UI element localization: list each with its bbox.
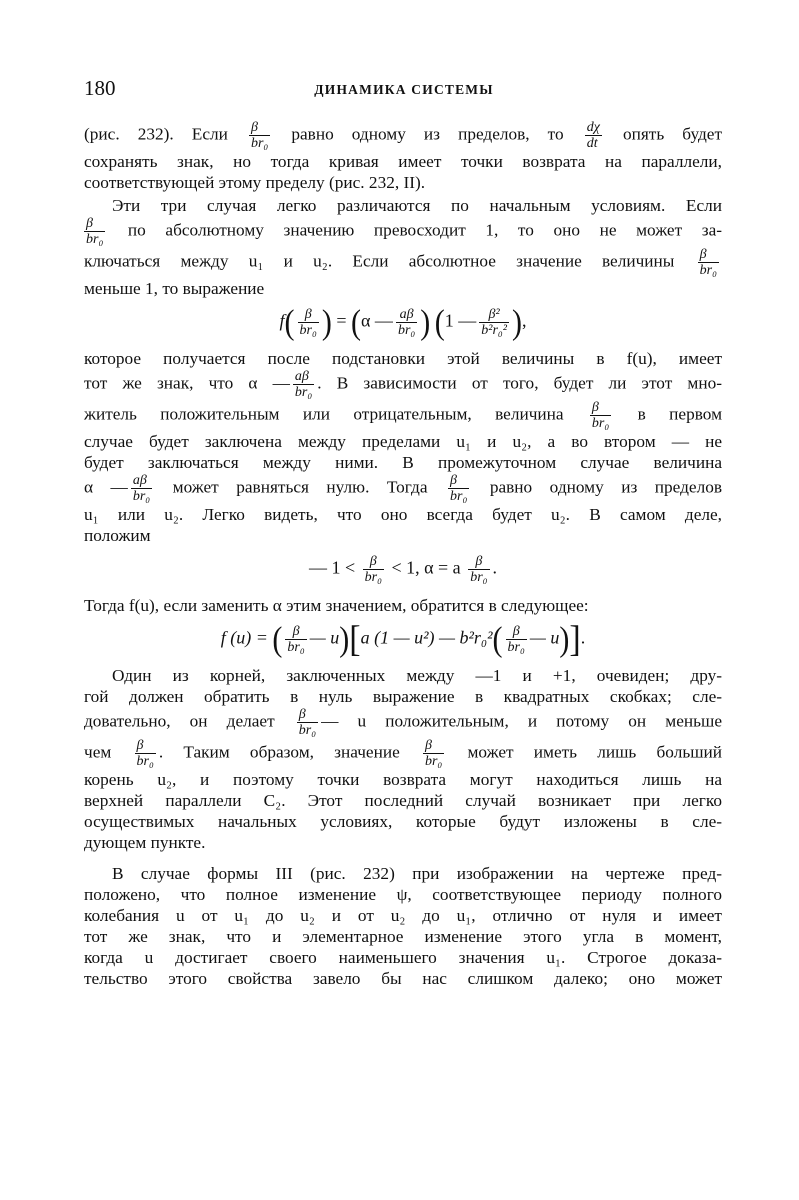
formula-punct: . (492, 557, 498, 578)
text-line: сохранять знак, но тогда кривая имеет точки возврата на параллели, (84, 152, 722, 171)
text-span: житель положительным или отрицательным, величина (84, 404, 564, 424)
text-line: гой должен обратить в нуль выражение в квадратных скобках; сле- (84, 687, 722, 706)
formula-term: — u (529, 627, 560, 648)
text-line: Один из корней, заключенных между —1 и +1, очевиден; дру- (112, 666, 722, 685)
text-line: дующем пункте. (84, 833, 206, 852)
text-line (84, 369, 722, 400)
text-line (84, 473, 722, 504)
text-line: меньше 1, то выражение (84, 279, 265, 298)
paragraph (84, 595, 722, 616)
text-span: α — (84, 477, 128, 497)
text-line (84, 247, 722, 278)
text-line: случае будет заключена между пределами u₁ и u₂, а во втором — не (84, 432, 722, 451)
fraction-beta-over-br0: $\frac{\beta}{\text{br₀}}$ (507, 624, 525, 655)
text-span: ключаться между u₁ и u₂. Если абсолютное значение величины (84, 251, 675, 271)
text-line: когда u достигает своего наименьшего значения u₁. Строгое доказа- (84, 948, 722, 967)
text-line: будет заключаться между ними. В промежуточном случае величина (84, 453, 722, 472)
text-span: равно одному из пределов (489, 477, 723, 497)
text-span: довательно, он делает (84, 711, 275, 731)
formula-f-u: f (u) = ( $\frac{\beta}{\text{br₀}}$ — u)[a (1 — u²) — b²r₀²( $\frac{\beta}{\text{br₀}}$ — u)]. (220, 618, 586, 660)
text-span: в первом (637, 404, 722, 424)
fraction-beta2-over-b2r02: $\frac{\text{β²}}{\text{b²r₀²}}$ (481, 307, 507, 338)
fraction-beta-over-br0: $\frac{\beta}{\text{br₀}}$ (424, 738, 443, 769)
text-line: соответствующей этому пределу (рис. 232, II). (84, 173, 426, 192)
text-span: чем (84, 742, 112, 762)
fraction-dchi-over-dt: $\frac{d\chi}{dt}$ (586, 120, 600, 151)
fraction-beta-over-br0: $\frac{\beta}{\text{br₀}}$ (364, 554, 382, 585)
text-span: — u положительным, и потому он меньше (321, 711, 722, 731)
fraction-abeta-over-br0: $\frac{a\beta}{\text{br₀}}$ (132, 473, 151, 504)
text-line: колебания u от u₁ до u₂ и от u₂ до u₁, отлично от нуля и имеет (84, 906, 722, 925)
fraction-abeta-over-br0: $\frac{a\beta}{\text{br₀}}$ (397, 307, 416, 338)
fraction-beta-over-br0: $\frac{\beta}{\text{br₀}}$ (136, 738, 154, 769)
fraction-abeta-over-br0: $\frac{a\beta}{\text{br₀}}$ (294, 369, 313, 400)
formula-term: 1 — (444, 310, 477, 331)
paragraph (84, 195, 722, 299)
text-span: . В зависимости от того, будет ли этот мно- (317, 373, 722, 393)
page-header (84, 76, 724, 106)
formula-term: α — (361, 310, 393, 331)
text-line: которое получается после подстановки этой величины в f(u), имеет (84, 349, 722, 368)
fraction-beta-over-br0: $\frac{\beta}{\text{br₀}}$ (287, 624, 305, 655)
text-span: равно одному из пределов, то (291, 124, 564, 144)
text-line (84, 120, 722, 151)
fraction-beta-over-br0: $\frac{\beta}{\text{br₀}}$ (298, 707, 317, 738)
text-span: может равняться нулю. Тогда (172, 477, 428, 497)
text-line: В случае формы III (рис. 232) при изображении на чертеже пред- (112, 864, 722, 883)
running-title: ДИНАМИКА СИСТЕМЫ (314, 82, 494, 97)
formula-term: f (u) = (220, 627, 268, 648)
paragraph (84, 348, 722, 546)
page-number: 180 (84, 76, 116, 100)
fraction-beta-over-br0: $\frac{\beta}{\text{br₀}}$ (299, 307, 317, 338)
formula-term: — 1 < (308, 557, 356, 578)
formula-punct: , (521, 310, 527, 331)
text-line: u₁ или u₂. Легко видеть, что оно всегда будет u₂. В самом деле, (84, 505, 722, 524)
text-span: опять будет (622, 124, 723, 144)
formula-term: < 1, α = a (391, 557, 461, 578)
text-line: Эти три случая легко различаются по начальным условиям. Если (112, 196, 722, 215)
text-line (84, 707, 722, 738)
text-span: может иметь лишь больший (467, 742, 723, 762)
text-span: по абсолютному значению превосходит 1, то оно не может за- (127, 220, 722, 240)
text-line: верхней параллели C₂. Этот последний случай возникает при легко (84, 791, 722, 810)
paragraph (84, 665, 722, 853)
text-line: осуществимых начальных условиях, которые будут изложены в сле- (84, 812, 722, 831)
text-span: (рис. 232). Если (84, 124, 228, 144)
text-line (84, 738, 722, 769)
fraction-beta-over-br0: $\frac{\beta}{\text{br₀}}$ (699, 247, 717, 278)
paragraph (84, 120, 722, 193)
text-line (84, 216, 722, 247)
text-line (84, 400, 722, 431)
fraction-beta-over-br0: $\frac{\beta}{\text{br₀}}$ (250, 120, 269, 151)
text-span: . Таким образом, значение (158, 742, 400, 762)
paragraph (84, 863, 722, 989)
equals-sign: = (336, 310, 347, 331)
fraction-beta-over-br0: $\frac{\beta}{\text{br₀}}$ (591, 400, 610, 431)
formula-term: a (1 — u²) — b²r₀² (360, 627, 493, 648)
text-line: тот же знак, что и элементарное изменение этого угла в момент, (84, 927, 722, 946)
formula-symbol: f (279, 310, 285, 331)
text-line: корень u₂, и поэтому точки возврата могут находиться лишь на (84, 770, 722, 789)
text-span: тот же знак, что α — (84, 373, 290, 393)
page-body (84, 120, 722, 989)
fraction-beta-over-br0: $\frac{\beta}{\text{br₀}}$ (450, 473, 468, 504)
text-line: тельство этого свойства завело бы нас слишком далеко; оно может (84, 969, 722, 988)
formula-inequality (84, 554, 722, 585)
formula-f-beta: f( $\frac{\beta}{\text{br₀}}$ ) = (α — $\frac{a\beta}{\text{br₀}}$ ) (1 — $\frac{\text{β²}}{\text{b²r₀²}}$ ), (279, 302, 527, 341)
text-line: Тогда f(u), если заменить α этим значением, обратится в следующее: (84, 596, 589, 615)
fraction-beta-over-br0: $\frac{\beta}{\text{br₀}}$ (86, 216, 104, 247)
formula-punct: . (580, 627, 586, 648)
text-line: положено, что полное изменение ψ, соответствующее периоду полного (84, 885, 722, 904)
text-line: положим (84, 526, 151, 545)
fraction-beta-over-br0: $\frac{\beta}{\text{br₀}}$ (470, 554, 488, 585)
formula-term: — u (309, 627, 340, 648)
